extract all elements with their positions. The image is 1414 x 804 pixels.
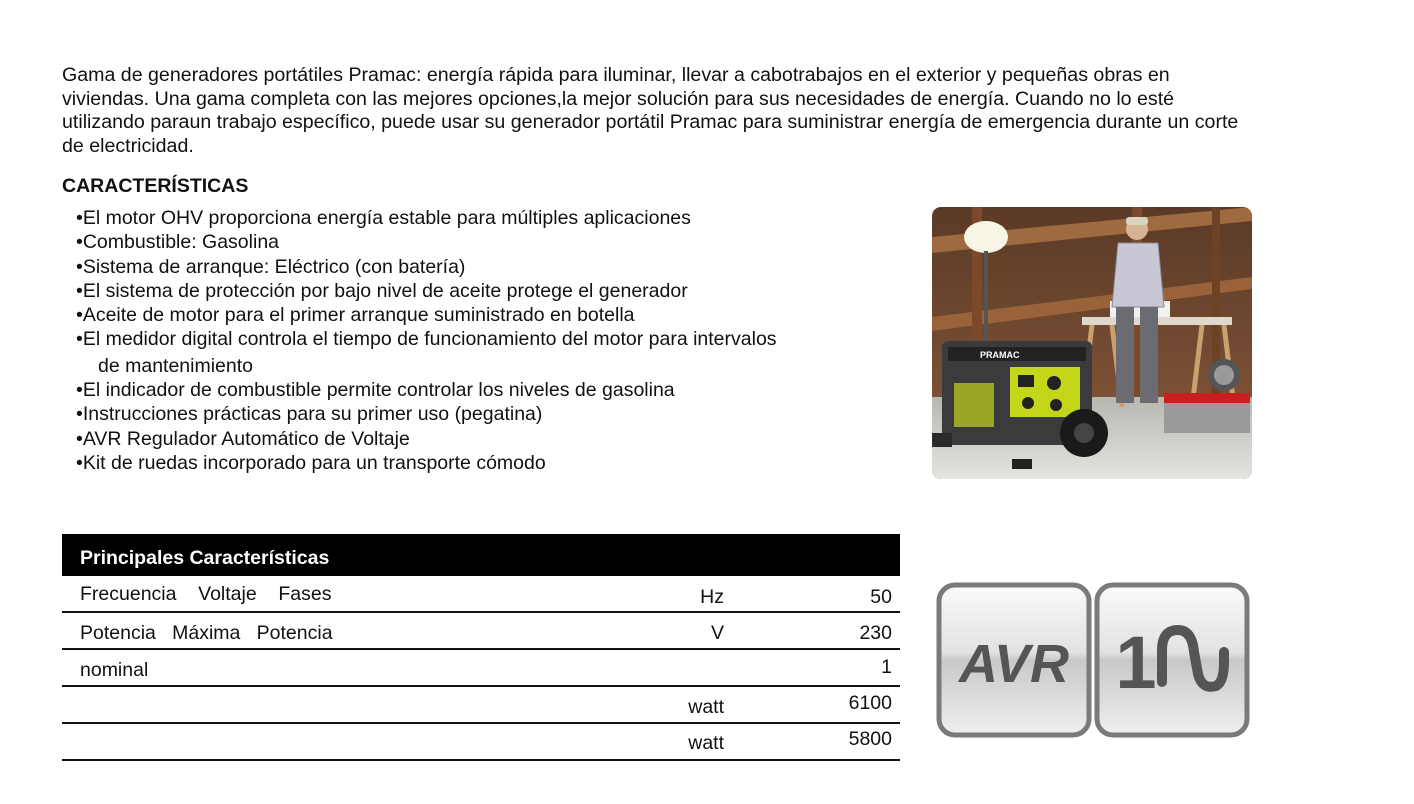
feature-item-continuation: de mantenimiento: [98, 354, 254, 377]
feature-item: •El motor OHV proporciona energía estable para múltiples aplicaciones: [76, 207, 691, 229]
row-label: Frecuencia Voltaje Fases: [80, 583, 332, 605]
feature-item: •Combustible: Gasolina: [76, 231, 280, 254]
table-row: [62, 724, 900, 761]
single-phase-badge-icon: [1097, 585, 1247, 735]
row-unit: watt: [688, 696, 724, 718]
row-value: 6100: [848, 692, 892, 714]
product-description: Gama de generadores portátiles Pramac: energía rápida para iluminar, llevar a cabotrabajos en el exterior y pequeñas obras en viviendas. Una gama completa con las mejores opciones,la mejor solución para sus necesidades de energía. Cuando no lo esté utilizando paraun trabajo específico, puede usar su generador portátil Pramac para suministrar energía de emergencia durante un corte de electricidad.: [62, 64, 1239, 157]
generator-brand: PRAMAC: [980, 350, 1020, 360]
avr-badge-text: AVR: [958, 634, 1070, 694]
feature-item-text: •El medidor digital controla el tiempo de funcionamiento del motor para intervalos: [76, 328, 777, 351]
row-unit: Hz: [700, 586, 724, 608]
row-label: nominal: [80, 659, 149, 681]
feature-item: •Sistema de arranque: Eléctrico (con batería): [76, 255, 466, 278]
specs-table-header: Principales Características: [62, 534, 900, 576]
table-row: [62, 613, 900, 650]
table-row: [62, 650, 900, 687]
features-heading: CARACTERÍSTICAS: [62, 175, 249, 197]
feature-item: •Kit de ruedas incorporado para un transporte cómodo: [76, 451, 546, 474]
feature-badges: [936, 582, 1252, 742]
row-label: Potencia Máxima Potencia: [80, 622, 333, 644]
row-value: 5800: [848, 728, 892, 750]
row-unit: watt: [688, 732, 724, 754]
row-value: 1: [881, 656, 892, 678]
table-row: [62, 576, 900, 613]
feature-item: •Aceite de motor para el primer arranque suministrado en botella: [76, 304, 635, 327]
row-value: 230: [859, 622, 892, 644]
product-photo: [932, 207, 1252, 479]
feature-item: •Instrucciones prácticas para su primer uso (pegatina): [76, 403, 543, 426]
features-list: [76, 206, 876, 475]
phase-badge-text: 1: [1115, 621, 1157, 704]
feature-item: •AVR Regulador Automático de Voltaje: [76, 427, 410, 450]
feature-item: •El indicador de combustible permite controlar los niveles de gasolina: [76, 379, 675, 402]
row-value: 50: [870, 586, 892, 608]
specs-table: [62, 534, 900, 761]
avr-badge-icon: [939, 585, 1089, 735]
table-row: [62, 687, 900, 724]
feature-item: •El sistema de protección por bajo nivel de aceite protege el generador: [76, 279, 688, 302]
row-unit: V: [710, 622, 724, 644]
feature-item: [76, 327, 876, 378]
